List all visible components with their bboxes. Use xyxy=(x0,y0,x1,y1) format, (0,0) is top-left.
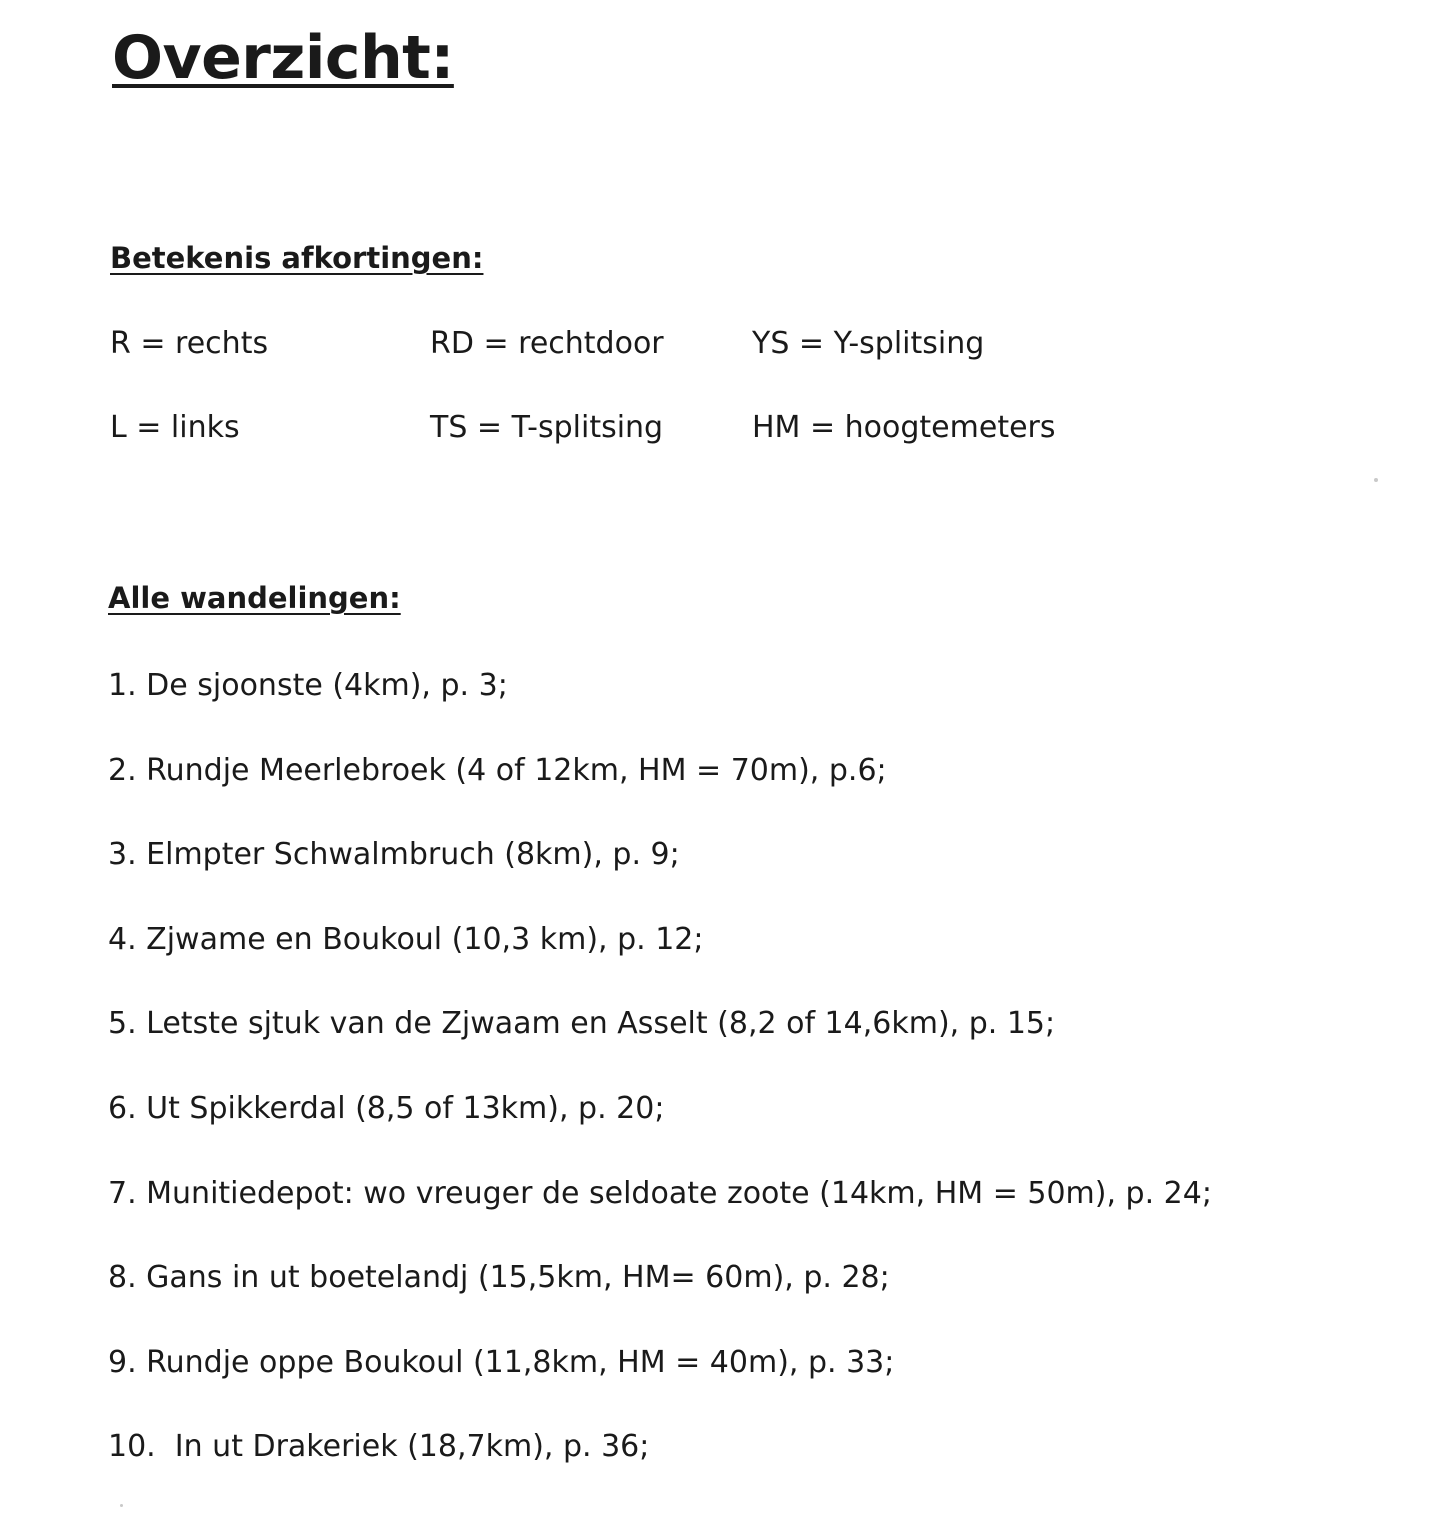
paper-speck xyxy=(1374,478,1378,482)
paper-speck xyxy=(120,1504,123,1507)
walk-item-8: 8. Gans in ut boetelandj (15,5km, HM= 60m), p. 28; xyxy=(108,1260,890,1296)
walk-item-10: 10. In ut Drakeriek (18,7km), p. 36; xyxy=(108,1429,650,1465)
walk-item-2: 2. Rundje Meerlebroek (4 of 12km, HM = 70m), p.6; xyxy=(108,752,887,788)
walk-item-9: 9. Rundje oppe Boukoul (11,8km, HM = 40m), p. 33; xyxy=(108,1344,895,1380)
walks-list xyxy=(108,664,1212,1510)
abbreviations-row xyxy=(0,408,1440,448)
walk-item-4: 4. Zjwame en Boukoul (10,3 km), p. 12; xyxy=(108,921,704,957)
abbreviations-heading: Betekenis afkortingen: xyxy=(110,241,484,275)
walks-heading: Alle wandelingen: xyxy=(108,581,401,615)
abbreviation-y-junction: YS = Y-splitsing xyxy=(752,326,985,361)
walk-item-3: 3. Elmpter Schwalmbruch (8km), p. 9; xyxy=(108,837,680,873)
page-title: Overzicht: xyxy=(112,23,454,93)
walk-item-1: 1. De sjoonste (4km), p. 3; xyxy=(108,668,508,703)
abbreviation-left: L = links xyxy=(110,410,240,445)
walk-item-7: 7. Munitiedepot: wo vreuger de seldoate zoote (14km, HM = 50m), p. 24; xyxy=(108,1175,1212,1211)
walk-item-6: 6. Ut Spikkerdal (8,5 of 13km), p. 20; xyxy=(108,1090,665,1126)
abbreviations-row xyxy=(0,324,1440,364)
abbreviation-elevation: HM = hoogtemeters xyxy=(752,410,1056,445)
abbreviation-right: R = rechts xyxy=(110,326,269,361)
abbreviation-t-junction: TS = T-splitsing xyxy=(430,410,664,445)
walk-item-5: 5. Letste sjtuk van de Zjwaam en Asselt (8,2 of 14,6km), p. 15; xyxy=(108,1006,1056,1042)
abbreviation-straight-ahead: RD = rechtdoor xyxy=(430,326,664,361)
